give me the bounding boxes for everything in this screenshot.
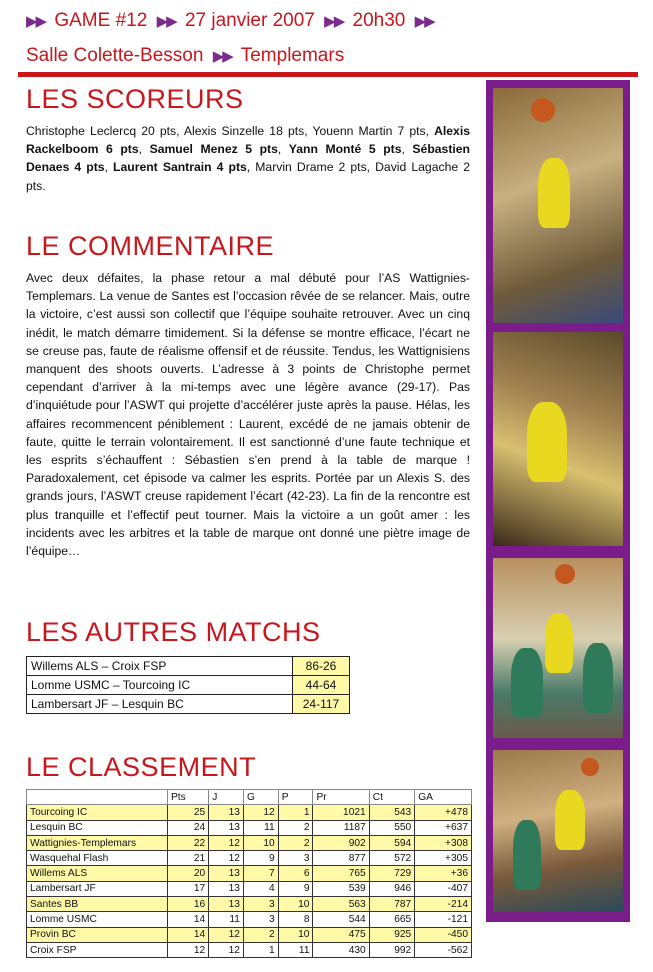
classement-cell: 3 [278, 851, 313, 866]
basketball-photo-3 [493, 558, 623, 738]
classement-cell: 12 [209, 851, 244, 866]
classement-cell: 729 [369, 866, 414, 881]
classement-cell: +637 [415, 820, 472, 835]
classement-cell: 902 [313, 835, 369, 850]
classement-cell: 9 [243, 851, 278, 866]
classement-cell: 765 [313, 866, 369, 881]
scoreurs-tail-1: , Marvin Drame 2 pts, [246, 160, 371, 175]
game-city: Templemars [240, 45, 345, 66]
classement-cell: 665 [369, 912, 414, 927]
match-teams: Lomme USMC – Tourcoing IC [27, 676, 293, 695]
classement-cell: 572 [369, 851, 414, 866]
classement-cell: 12 [209, 942, 244, 957]
classement-row [27, 805, 472, 820]
basketball-photo-2 [493, 332, 623, 546]
classement-team: Lesquin BC [27, 820, 168, 835]
classement-cell: 13 [209, 820, 244, 835]
classement-row [27, 881, 472, 896]
commentaire-title: LE COMMENTAIRE [26, 231, 275, 261]
classement-row [27, 897, 472, 912]
scoreurs-title: LES SCOREURS [26, 84, 244, 114]
match-teams: Willems ALS – Croix FSP [27, 657, 293, 676]
classement-cell: 16 [168, 897, 209, 912]
classement-cell: 6 [278, 866, 313, 881]
player-figure [583, 643, 613, 713]
classement-cell: 25 [168, 805, 209, 820]
classement-cell: 10 [278, 927, 313, 942]
classement-cell: +305 [415, 851, 472, 866]
scoreurs-sep: , [277, 142, 289, 157]
col-header-pr: Pr [313, 790, 369, 805]
classement-cell: 9 [278, 881, 313, 896]
player-figure [538, 158, 570, 228]
classement-cell: 925 [369, 927, 414, 942]
classement-cell: 14 [168, 927, 209, 942]
classement-cell: 550 [369, 820, 414, 835]
classement-cell: 11 [278, 942, 313, 957]
classement-cell: 787 [369, 897, 414, 912]
game-time: 20h30 [352, 10, 406, 31]
basketball-icon [555, 564, 575, 584]
player-figure [555, 790, 585, 850]
col-header-p: P [278, 790, 313, 805]
basketball-photo-1 [493, 88, 623, 323]
classement-team: Provin BC [27, 927, 168, 942]
classement-cell: 539 [313, 881, 369, 896]
classement-row [27, 912, 472, 927]
classement-cell: 21 [168, 851, 209, 866]
classement-cell: 1 [278, 805, 313, 820]
match-row [27, 695, 350, 714]
match-score: 86-26 [293, 657, 350, 676]
classement-cell: 1187 [313, 820, 369, 835]
classement-cell: -407 [415, 881, 472, 896]
classement-team: Tourcoing IC [27, 805, 168, 820]
classement-cell: 2 [278, 835, 313, 850]
scoreur-bold-4: Sébastien Denaes 4 pts [26, 142, 470, 175]
col-header-ct: Ct [369, 790, 414, 805]
player-figure [513, 820, 541, 890]
classement-cell: 4 [243, 881, 278, 896]
classement-cell: 543 [369, 805, 414, 820]
classement-table [26, 789, 472, 958]
classement-row [27, 835, 472, 850]
header-line-1 [26, 10, 438, 32]
classement-cell: 24 [168, 820, 209, 835]
header-divider [18, 72, 638, 77]
classement-team: Lambersart JF [27, 881, 168, 896]
classement-cell: +36 [415, 866, 472, 881]
classement-cell: 13 [209, 881, 244, 896]
classement-cell: 877 [313, 851, 369, 866]
classement-cell: 2 [278, 820, 313, 835]
classement-cell: 10 [278, 897, 313, 912]
col-header-pts: Pts [168, 790, 209, 805]
match-score: 44-64 [293, 676, 350, 695]
game-venue: Salle Colette-Besson [26, 45, 204, 66]
classement-cell: 563 [313, 897, 369, 912]
classement-cell: 11 [209, 912, 244, 927]
scoreurs-sep: , [104, 160, 114, 175]
classement-row [27, 820, 472, 835]
classement-cell: 10 [243, 835, 278, 850]
autres-matchs-title: LES AUTRES MATCHS [26, 617, 321, 647]
classement-cell: -450 [415, 927, 472, 942]
classement-cell: -121 [415, 912, 472, 927]
classement-cell: 22 [168, 835, 209, 850]
classement-cell: +308 [415, 835, 472, 850]
scoreur-bold-3: Yann Monté 5 pts [288, 142, 402, 157]
classement-team: Willems ALS [27, 866, 168, 881]
basketball-photo-4 [493, 750, 623, 912]
col-header-ga: GA [415, 790, 472, 805]
double-arrow-icon: ▶▶ [26, 13, 46, 30]
classement-cell: 3 [243, 897, 278, 912]
scoreur-bold-1: Alexis Rackelboom 6 pts [26, 124, 470, 157]
classement-cell: 544 [313, 912, 369, 927]
classement-team: Croix FSP [27, 942, 168, 957]
match-row [27, 676, 350, 695]
player-figure [511, 648, 543, 718]
col-header-team [27, 790, 168, 805]
header-line-2 [26, 45, 344, 67]
col-header-g: G [243, 790, 278, 805]
classement-row [27, 927, 472, 942]
classement-team: Wattignies-Templemars [27, 835, 168, 850]
classement-cell: 3 [243, 912, 278, 927]
classement-cell: 992 [369, 942, 414, 957]
double-arrow-icon: ▶▶ [212, 48, 232, 65]
classement-cell: 13 [209, 866, 244, 881]
classement-cell: 11 [243, 820, 278, 835]
classement-cell: 1021 [313, 805, 369, 820]
classement-cell: 946 [369, 881, 414, 896]
classement-cell: 12 [209, 835, 244, 850]
classement-cell: 430 [313, 942, 369, 957]
classement-cell: -562 [415, 942, 472, 957]
autres-matchs-table [26, 656, 350, 714]
classement-cell: 475 [313, 927, 369, 942]
match-teams: Lambersart JF – Lesquin BC [27, 695, 293, 714]
double-arrow-icon: ▶▶ [156, 13, 176, 30]
match-score: 24-117 [293, 695, 350, 714]
classement-team: Wasquehal Flash [27, 851, 168, 866]
classement-team: Santes BB [27, 897, 168, 912]
basketball-icon [581, 758, 599, 776]
classement-title: LE CLASSEMENT [26, 752, 257, 782]
scoreurs-text [26, 122, 470, 195]
game-date: 27 janvier 2007 [184, 10, 315, 31]
classement-cell: 14 [168, 912, 209, 927]
classement-row [27, 866, 472, 881]
classement-cell: 13 [209, 897, 244, 912]
game-number: GAME #12 [54, 10, 148, 31]
classement-cell: 20 [168, 866, 209, 881]
classement-cell: 8 [278, 912, 313, 927]
commentaire-text: Avec deux défaites, la phase retour a mal débuté pour l’AS Wattignies-Templemars. La venue de Santes est l’occasion rêvée de se relancer. Mais, outre la victoire, c’est aussi son collectif que l’équipe souhaite retrouver. Avec un cinq inédit, le match démarre timidement. Si la défense se montre efficace, l’écart ne se creuse pas, faute de réalisme offensif et de réussite. Tendus, les Wattignisiens manquent des shoots ouverts. L’adresse à 3 points de Christophe permet cependant d’arriver à la mi-temps avec une légère avance (29-17). Pas d’inquiétude pour l’ASWT qui projette d’accélérer juste après la pause. Hélas, les affaires recommencent péniblement : Laurent, excédé de ne jamais obtenir de faute, quitte le terrain volontairement. Il est sanctionné d’une faute technique et les esprits s’échauffent : Sébastien s’en prend à la table de marque ! Paradoxalement, cet épisode va calmer les esprits. Portée par un Alexis S. des grands jours, l’ASWT creuse rapidement l’écart (42-23). La fin de la rencontre est plus tranquille et l’effectif peut tourner. Mais la victoire a un goût amer : les incidents avec les arbitres et la table de marque ont donné une piètre image de l’équipe… [26, 271, 470, 559]
classement-cell: 12 [168, 942, 209, 957]
scoreurs-tail-2: David Lagache 2 pts. [26, 160, 470, 193]
classement-cell: 17 [168, 881, 209, 896]
basketball-icon [531, 98, 555, 122]
scoreurs-sep: , [401, 142, 413, 157]
scoreur-bold-5: Laurent Santrain 4 pts [113, 160, 247, 175]
scoreur-bold-2: Samuel Menez 5 pts [149, 142, 278, 157]
classement-row [27, 942, 472, 957]
player-figure [527, 402, 567, 482]
classement-cell: +478 [415, 805, 472, 820]
photo-strip [486, 80, 630, 922]
classement-team: Lomme USMC [27, 912, 168, 927]
col-header-j: J [209, 790, 244, 805]
double-arrow-icon: ▶▶ [324, 13, 344, 30]
double-arrow-icon: ▶▶ [414, 13, 434, 30]
classement-cell: 7 [243, 866, 278, 881]
classement-cell: 12 [243, 805, 278, 820]
classement-cell: -214 [415, 897, 472, 912]
classement-cell: 13 [209, 805, 244, 820]
scoreurs-sep: , [138, 142, 150, 157]
classement-cell: 2 [243, 927, 278, 942]
classement-cell: 12 [209, 927, 244, 942]
classement-row [27, 851, 472, 866]
classement-cell: 1 [243, 942, 278, 957]
match-row [27, 657, 350, 676]
scoreurs-line-1: Christophe Leclercq 20 pts, Alexis Sinzelle 18 pts, Youenn Martin 7 pts, [26, 124, 429, 138]
player-figure [545, 613, 573, 673]
classement-header-row [27, 790, 472, 805]
classement-cell: 594 [369, 835, 414, 850]
